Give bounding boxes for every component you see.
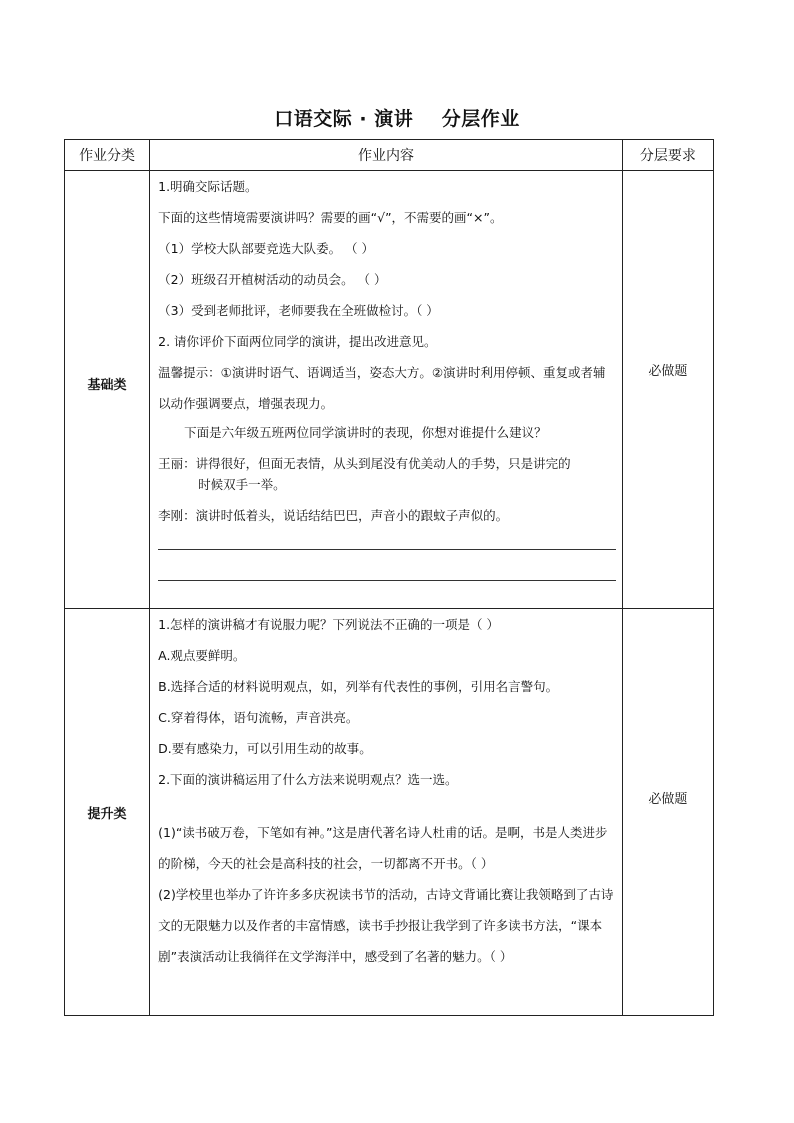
question-line: （2）班级召开植树活动的动员会。 （ ）	[158, 272, 387, 287]
page-title: 口语交际 · 演讲 分层作业	[274, 108, 520, 130]
question-line: 2. 请你评价下面两位同学的演讲，提出改进意见。	[158, 334, 437, 349]
requirement-cell: 必做题	[622, 171, 713, 609]
answer-line	[158, 568, 616, 581]
content-cell	[150, 609, 623, 1016]
student-line: 李刚：演讲时低着头，说话结结巴巴，声音小的跟蚊子声似的。	[158, 508, 509, 523]
passage-line: (2)学校里也举办了许许多多庆祝读书节的活动，古诗文背诵比赛让我领略到了古诗文的无限魅力以及作者的丰富情感，读书手抄报让我学到了许多读书方法，“课本剧”表演活动让我徜徉在文学海洋中，感受到了名著的魅力。（ ）	[158, 887, 614, 964]
question-line: 1.怎样的演讲稿才有说服力呢？下列说法不正确的一项是（ ）	[158, 617, 500, 632]
option-line: B.选择合适的材料说明观点，如，列举有代表性的事例，引用名言警句。	[158, 679, 559, 694]
requirement-cell: 必做题	[622, 609, 713, 1016]
table-row-advanced	[65, 609, 714, 1016]
tip-line: 温馨提示：①演讲时语气、语调适当，姿态大方。②演讲时利用停顿、重复或者辅以动作强调要点，增强表现力。	[158, 365, 606, 411]
question-line: 2.下面的演讲稿运用了什么方法来说明观点？选一选。	[158, 772, 458, 787]
answer-line	[158, 537, 616, 550]
question-line: 下面是六年级五班两位同学演讲时的表现，你想对谁提什么建议？	[184, 425, 547, 440]
option-line: C.穿着得体，语句流畅，声音洪亮。	[158, 710, 359, 725]
table-row-basic	[65, 171, 714, 609]
passage-line: (1)“读书破万卷，下笔如有神。”这是唐代著名诗人杜甫的话。是啊，书是人类进步的阶梯，今天的社会是高科技的社会，一切都离不开书。（ ）	[158, 825, 608, 871]
header-requirement: 分层要求	[622, 140, 713, 171]
question-line: 1.明确交际话题。	[158, 179, 258, 194]
option-line: A.观点要鲜明。	[158, 648, 246, 663]
question-line: （1）学校大队部要竞选大队委。 （ ）	[158, 241, 375, 256]
category-cell: 提升类	[65, 609, 150, 1016]
table-header-row	[65, 140, 714, 171]
header-category: 作业分类	[65, 140, 150, 171]
question-line: 下面的这些情境需要演讲吗？需要的画“√”，不需要的画“×”。	[158, 210, 503, 225]
header-content: 作业内容	[150, 140, 623, 171]
student-line-continued: 时候双手一举。	[198, 477, 286, 492]
content-cell	[150, 171, 623, 609]
category-cell: 基础类	[65, 171, 150, 609]
option-line: D.要有感染力，可以引用生动的故事。	[158, 741, 372, 756]
homework-table	[64, 139, 714, 1016]
question-line: （3）受到老师批评，老师要我在全班做检讨。（ ）	[158, 303, 439, 318]
student-line: 王丽：讲得很好，但面无表情，从头到尾没有优美动人的手势，只是讲完的	[158, 456, 571, 471]
